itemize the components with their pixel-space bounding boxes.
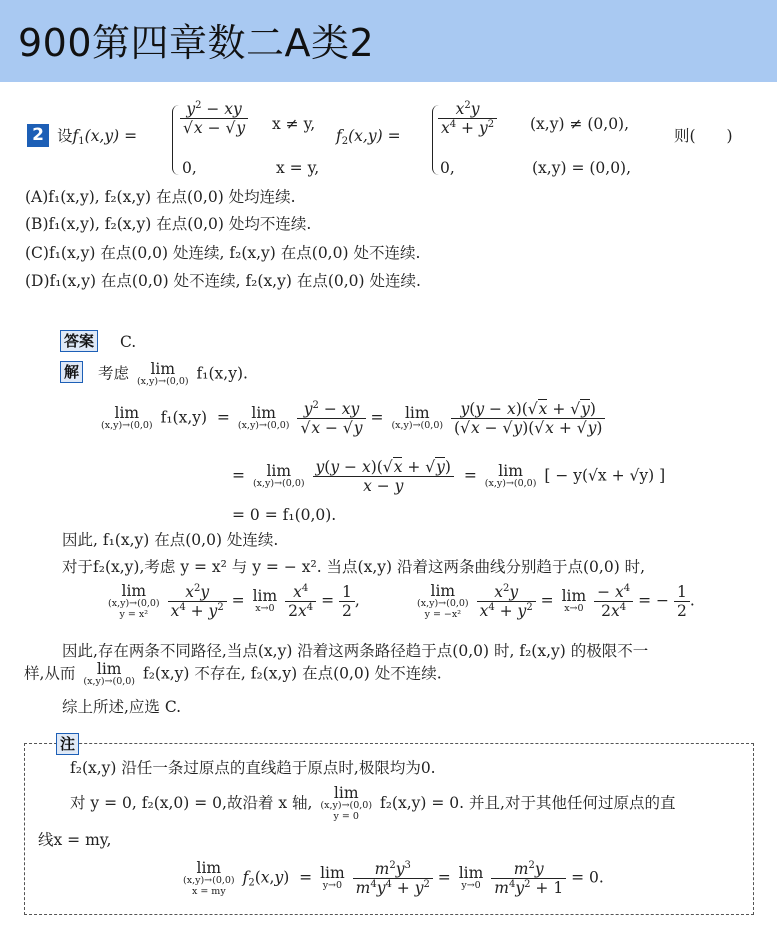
f1-case1-cond: x ≠ y, — [272, 115, 316, 133]
problem-number-badge: 2 — [27, 124, 49, 147]
option-b[interactable]: (B)f₁(x,y), f₂(x,y) 在点(0,0) 处均不连续. — [25, 215, 312, 233]
derivation-line1: lim (x,y)→(0,0) f₁(x,y) = lim (x,y)→(0,0) $\frac{y^2 - xy}{√x - √y}$ = lim (x,y)→(0,0) $\frac{y(y - x)(√x + √y)}{(√x - √y)(√x + √y)}$ — [98, 400, 605, 437]
option-c[interactable]: (C)f₁(x,y) 在点(0,0) 处连续, f₂(x,y) 在点(0,0) 处不连续. — [25, 244, 421, 262]
conclusion: 综上所述,应选 C. — [62, 698, 182, 716]
note-line3: 线x = my, — [38, 831, 112, 849]
f1-case2-cond: x = y, — [276, 159, 320, 177]
derivation-line2: = lim (x,y)→(0,0) $\frac{y(y - x)(√x + √y)}{x - y}$ = lim (x,y)→(0,0) [ − y(√x + √y) ] — [232, 458, 666, 495]
path-limits: lim (x,y)→(0,0) y = x² $\frac{x^2y}{x^4 + y^2}$ = lim x→0 $\frac{x^4}{2x^4}$ = $\frac{1}{2}$ , lim (x,y)→(0,0) y = −x² $\frac{x^2y}{x^4 + y^2}$ = lim x→0 $\frac{- x^4}{2x^4}$ = − $\frac{1}{2}$ . — [108, 581, 695, 620]
answer-tag: 答案 — [60, 330, 98, 352]
problem-intro: 设$f_1(x,y)$ = — [57, 127, 138, 147]
solution-consider: 考虑 lim (x,y)→(0,0) f₁(x,y). — [98, 360, 248, 387]
note-line2: 对 y = 0, f₂(x,0) = 0,故沿着 x 轴, lim (x,y)→(0,0) y = 0 f₂(x,y) = 0. 并且,对于其他任何过原点的直 — [70, 784, 676, 822]
paragraph-limit-dne: 样,从而 lim (x,y)→(0,0) f₂(x,y) 不存在, f₂(x,y) 在点(0,0) 处不连续. — [24, 660, 442, 687]
f2-case2-cond: (x,y) = (0,0), — [532, 159, 632, 177]
solution-tag: 解 — [60, 361, 83, 383]
hence-f1-continuous: 因此, f₁(x,y) 在点(0,0) 处连续. — [62, 531, 279, 549]
problem-tail: 则( ) — [674, 127, 733, 145]
note-formula: lim (x,y)→(0,0) x = my $f_2(x,y)$ = lim y→0 $\frac{m^2y^3}{m^4y^4 + y^2}$ = lim y→0 $\frac{m^2y}{m^4y^2 + 1}$ = 0. — [183, 858, 604, 897]
f1-case2: 0, — [182, 159, 197, 177]
answer-value: C. — [120, 333, 137, 351]
f2-def-label: $f_2(x,y)$ = — [336, 127, 401, 147]
paragraph-two-paths: 因此,存在两条不同路径,当点(x,y) 沿着这两条路径趋于点(0,0) 时, f₂(x,y) 的极限不一 — [62, 642, 649, 660]
f2-case1-cond: (x,y) ≠ (0,0), — [530, 115, 630, 133]
note-line1: f₂(x,y) 沿任一条过原点的直线趋于原点时,极限均为0. — [70, 759, 436, 777]
option-d[interactable]: (D)f₁(x,y) 在点(0,0) 处不连续, f₂(x,y) 在点(0,0) 处连续. — [25, 272, 421, 290]
f2-case2: 0, — [440, 159, 455, 177]
header-bar — [0, 0, 777, 82]
note-tag: 注 — [56, 733, 79, 755]
page-title: 900第四章数二A类2 — [18, 21, 375, 65]
consider-f2: 对于f₂(x,y),考虑 y = x² 与 y = − x². 当点(x,y) 沿着这两条曲线分别趋于点(0,0) 时, — [62, 558, 646, 576]
f1-brace — [172, 105, 179, 175]
option-a[interactable]: (A)f₁(x,y), f₂(x,y) 在点(0,0) 处均连续. — [25, 188, 296, 206]
f2-case1-expr: $\frac{x^2y}{x^4 + y^2}$ — [438, 100, 497, 137]
derivation-line3: = 0 = f₁(0,0). — [232, 506, 337, 524]
f1-case1-expr: $\frac{y^2 - xy}{√x - √y}$ — [180, 100, 248, 137]
